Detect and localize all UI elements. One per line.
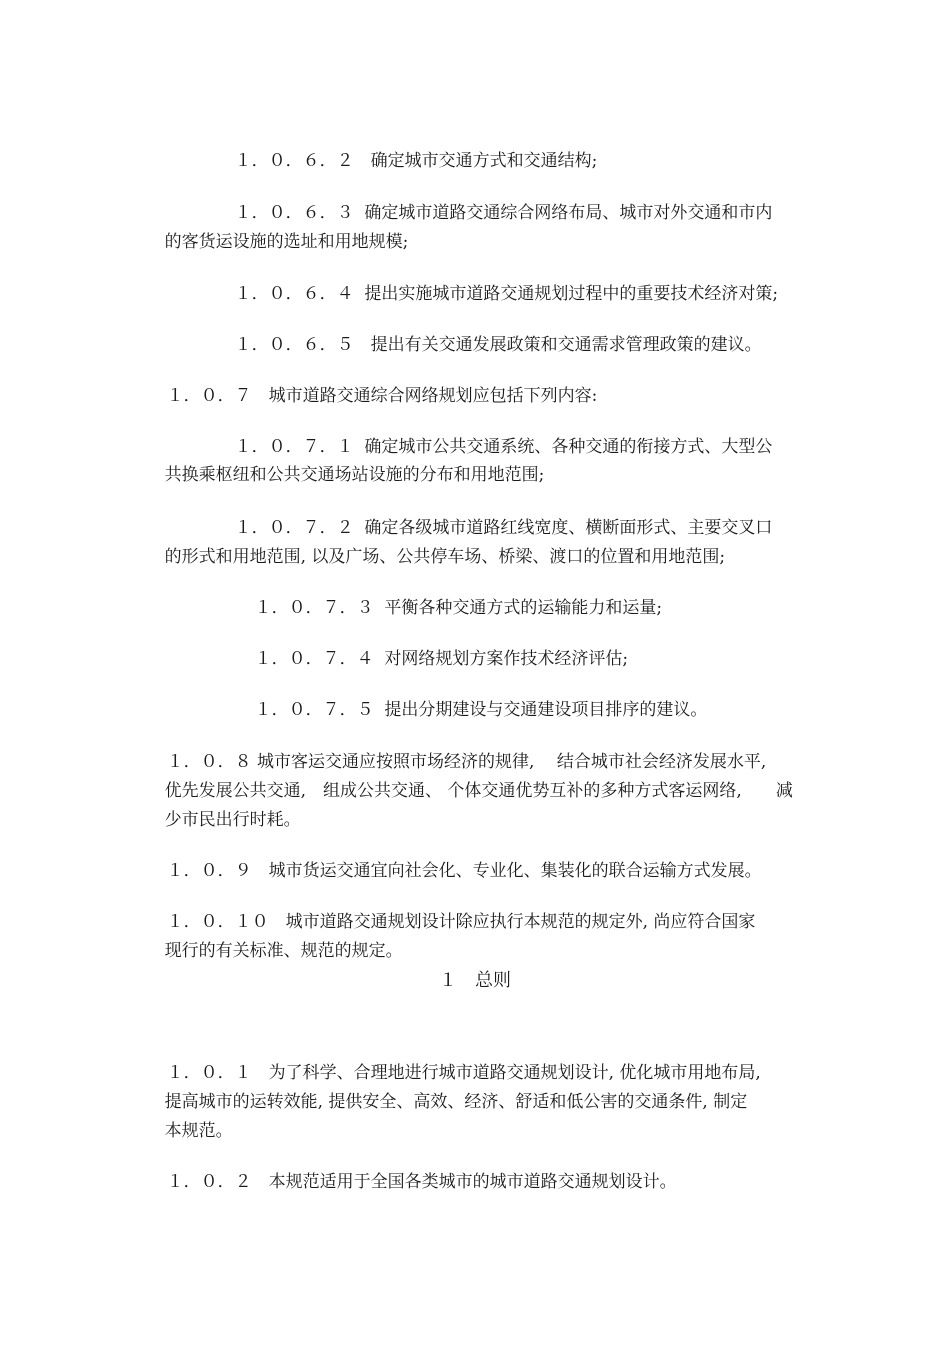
clause-1-0-7-1-line-2: 共换乘枢纽和公共交通场站设施的分布和用地范围; <box>164 465 545 485</box>
chapter-heading: １ 总则 <box>439 970 511 991</box>
clause-1-0-8-line-3: 少市民出行时耗。 <box>164 810 301 830</box>
clause-1-0-6-3-line-2: 的客货运设施的选址和用地规模; <box>164 232 409 252</box>
clause-1-0-7-3: １．０．７．３ 平衡各种交通方式的运输能力和运量; <box>254 598 663 618</box>
clause-1-0-9: １．０．９ 城市货运交通宜向社会化、专业化、集装化的联合运输方式发展。 <box>166 861 762 881</box>
clause-1-0-8-line-2: 优先发展公共交通, 组成公共交通、 个体交通优势互补的多种方式客运网络, 减 <box>164 781 793 801</box>
clause-1-0-7: １．０．７ 城市道路交通综合网络规划应包括下列内容: <box>166 386 598 406</box>
clause-1-0-2: １．０．２ 本规范适用于全国各类城市的城市道路交通规划设计。 <box>166 1172 677 1192</box>
clause-1-0-10-line-1: １．０．１０ 城市道路交通规划设计除应执行本规范的规定外, 尚应符合国家 <box>166 912 756 932</box>
clause-1-0-7-2-line-1: １．０．７．２ 确定各级城市道路红线宽度、横断面形式、主要交叉口 <box>234 518 773 538</box>
clause-1-0-7-5: １．０．７．５ 提出分期建设与交通建设项目排序的建议。 <box>254 700 708 720</box>
clause-1-0-7-2-line-2: 的形式和用地范围, 以及广场、公共停车场、桥梁、渡口的位置和用地范围; <box>164 547 726 567</box>
clause-1-0-1-line-3: 本规范。 <box>164 1121 233 1141</box>
clause-1-0-6-3-line-1: １．０．６．３ 确定城市道路交通综合网络布局、城市对外交通和市内 <box>234 203 773 223</box>
clause-1-0-8-line-1: １．０．８ 城市客运交通应按照市场经济的规律, 结合城市社会经济发展水平, <box>166 752 767 772</box>
clause-1-0-7-1-line-1: １．０．７．１ 确定城市公共交通系统、各种交通的衔接方式、大型公 <box>234 437 773 457</box>
clause-1-0-6-5: １．０．６．５ 提出有关交通发展政策和交通需求管理政策的建议。 <box>234 335 762 355</box>
clause-text: １．０．６．２ 确定城市交通方式和交通结构; <box>234 151 598 171</box>
clause-1-0-1-line-1: １．０．１ 为了科学、合理地进行城市道路交通规划设计, 优化城市用地布局, <box>166 1063 761 1083</box>
clause-1-0-10-line-2: 现行的有关标准、规范的规定。 <box>164 941 403 961</box>
clause-1-0-6-4: １．０．６．４ 提出实施城市道路交通规划过程中的重要技术经济对策; <box>234 284 779 304</box>
clause-1-0-7-4: １．０．７．４ 对网络规划方案作技术经济评估; <box>254 649 629 669</box>
clause-1-0-1-line-2: 提高城市的运转效能, 提供安全、高效、经济、舒适和低公害的交通条件, 制定 <box>164 1092 748 1112</box>
